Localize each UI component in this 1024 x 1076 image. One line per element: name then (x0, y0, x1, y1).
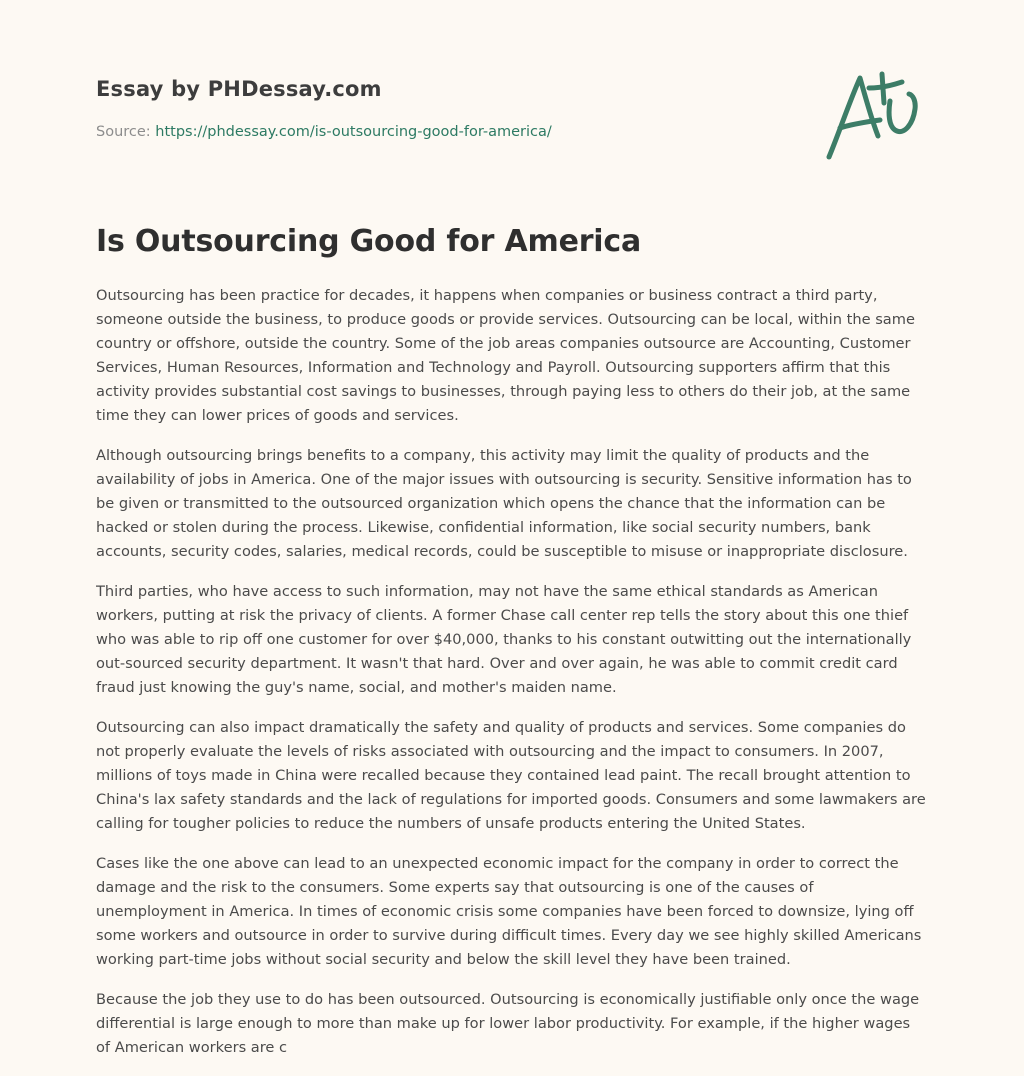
essay-paragraph: Outsourcing can also impact dramatically the safety and quality of products and services. Some companies do not properly evaluate the levels of risks associated with outsourcing and the impact to consumers. In 2007, millions of toys made in China were recalled because they contained lead paint. The recall brought attention to China's lax safety standards and the lack of regulations for imported goods. Consumers and some lawmakers are calling for tougher policies to reduce the numbers of unsafe products entering the United States. (96, 719, 926, 832)
essay-paragraph: Third parties, who have access to such information, may not have the same ethical standards as American workers, putting at risk the privacy of clients. A former Chase call center rep tells the story about this one thief who was able to rip off one customer for over $40,000, thanks to his constant outwitting out the internationally out-sourced security department. It wasn't that hard. Over and over again, he was able to commit credit card fraud just knowing the guy's name, social, and mother's maiden name. (96, 583, 912, 696)
source-line (96, 124, 552, 140)
essay-paragraph: Although outsourcing brings benefits to a company, this activity may limit the quality of products and the availability of jobs in America. One of the major issues with outsourcing is security. Sensitive information has to be given or transmitted to the outsourced organization which opens the chance that the information can be hacked or stolen during the process. Likewise, confidential information, like social security numbers, bank accounts, security codes, salaries, medical records, could be susceptible to misuse or inappropriate disclosure. (96, 447, 912, 560)
site-brand: Essay by PHDessay.com (96, 77, 382, 101)
page-title: Is Outsourcing Good for America (96, 224, 642, 259)
source-link[interactable]: https://phdessay.com/is-outsourcing-good-for-america/ (155, 124, 552, 140)
a-plus-logo-icon (822, 66, 926, 168)
essay-page (96, 0, 928, 1076)
essay-paragraph: Cases like the one above can lead to an unexpected economic impact for the company in order to correct the damage and the risk to the consumers. Some experts say that outsourcing is one of the causes of unemployment in America. In times of economic crisis some companies have been forced to downsize, lying off some workers and outsource in order to survive during difficult times. Every day we see highly skilled Americans working part-time jobs without social security and below the skill level they have been trained. (96, 855, 922, 968)
essay-body (96, 284, 928, 1064)
essay-paragraph: Outsourcing has been practice for decades, it happens when companies or business contract a third party, someone outside the business, to produce goods or provide services. Outsourcing can be local, within the same country or offshore, outside the country. Some of the job areas companies outsource are Accounting, Customer Services, Human Resources, Information and Technology and Payroll. Outsourcing supporters affirm that this activity provides substantial cost savings to businesses, through paying less to others do their job, at the same time they can lower prices of goods and services. (96, 287, 915, 424)
source-label: Source: (96, 124, 156, 140)
essay-paragraph: Because the job they use to do has been outsourced. Outsourcing is economically justifiable only once the wage differential is large enough to more than make up for lower labor productivity. For example, if the higher wages of American workers are c (96, 991, 920, 1056)
